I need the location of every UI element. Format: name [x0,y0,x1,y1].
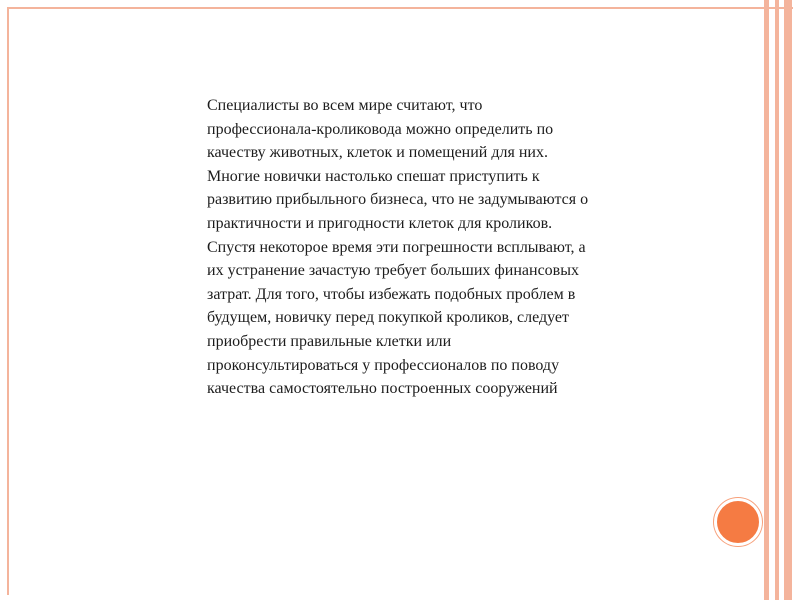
decorative-stripe [784,0,792,600]
slide-body-text: Специалисты во всем мире считают, что профессионала-кроликовода можно определить по качеству животных, клеток и помещений для них. Многие новички настолько спешат приступить к развитию прибыльного бизнеса, что не задумываются о практичности и пригодности клеток для кроликов. Спустя некоторое время эти погрешности всплывают, а их устранение зачастую требует больших финансовых затрат. Для того, чтобы избежать подобных проблем в будущем, новичку перед покупкой кроликов, следует приобрести правильные клетки или проконсультироваться у профессионалов по поводу качества самостоятельно построенных сооружений [207,97,589,398]
decorative-stripe [775,0,779,600]
decorative-stripe [764,0,769,600]
decorative-circle-icon [714,498,762,546]
